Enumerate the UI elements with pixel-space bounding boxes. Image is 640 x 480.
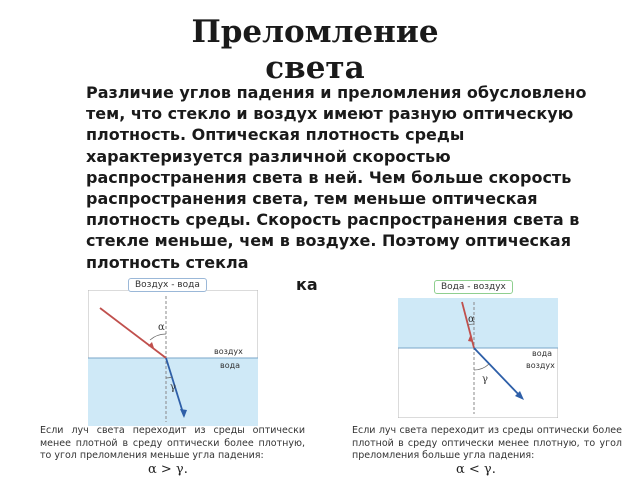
gamma-label: γ	[482, 374, 488, 385]
diagram-tag-water-air: Вода - воздух	[434, 280, 513, 294]
alpha-label: α	[158, 322, 165, 333]
body-paragraph: Различие углов падения и преломления обусловлено тем, что стекло и воздух имеют разную оптическую плотность. Оптическая плотность среды характеризуется различной скоростью распространения света в ней. Чем больше скорость распространения света, тем меньше оптическая плотность среды. Скорость распространения света в стекле меньше, чем в воздухе. Поэтому оптическая плотность стекла	[86, 83, 587, 272]
caption-water-air: Если луч света переходит из среды оптически более плотной в среду оптически менее плотную, то угол преломления больше угла падения:	[352, 425, 622, 461]
formula-air-water: α > γ.	[148, 462, 188, 477]
gamma-label: γ	[170, 382, 176, 393]
paragraph-tail: ка	[296, 275, 318, 294]
caption-air-water: Если луч света переходит из среды оптически менее плотной в среду оптически более плотную, то угол преломления меньше угла падения:	[40, 425, 305, 461]
water-layer	[398, 298, 558, 348]
diagram-tag-air-water: Воздух - вода	[128, 278, 207, 292]
top-medium-label: вода	[532, 349, 553, 358]
bottom-medium-label: воздух	[526, 361, 555, 370]
diagram-air-water	[88, 290, 258, 426]
top-medium-label: воздух	[214, 347, 243, 356]
page-title: Преломление света	[191, 14, 439, 86]
diagram-water-air	[398, 298, 558, 418]
alpha-label: α	[468, 314, 475, 325]
bottom-medium-label: вода	[220, 361, 241, 370]
formula-water-air: α < γ.	[456, 462, 496, 477]
